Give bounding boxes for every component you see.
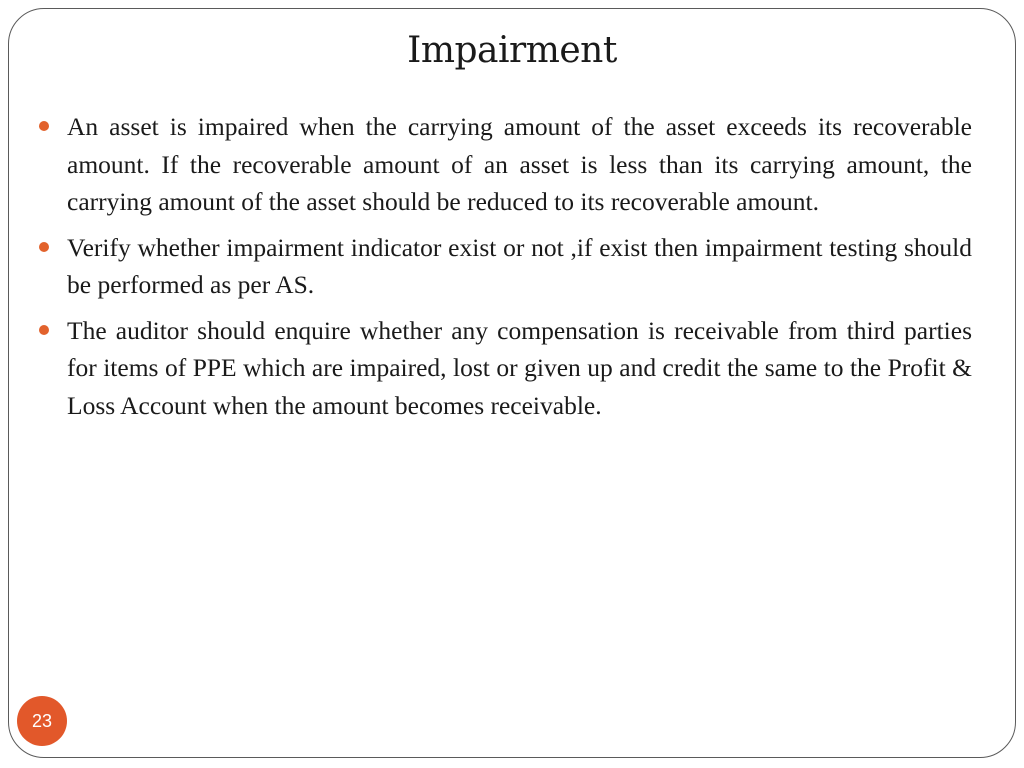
bullet-text: An asset is impaired when the carrying amount of the asset exceeds its recoverable amount. If the recoverable amount of an asset is less than its carrying amount, the carrying amount of the asset should be reduced to its recoverable amount.	[67, 112, 972, 216]
slide-title: Impairment	[407, 30, 617, 71]
bullet-item	[38, 312, 972, 425]
bullet-dot-icon	[39, 242, 49, 252]
bullet-item	[38, 108, 972, 221]
bullet-item	[38, 229, 972, 304]
page-number: 23	[31, 710, 53, 731]
bullet-text: The auditor should enquire whether any compensation is receivable from third parties for items of PPE which are impaired, lost or given up and credit the same to the Profit & Loss Account when the amount becomes receivable.	[67, 315, 972, 420]
bullet-dot-icon	[39, 121, 49, 131]
bullet-dot-icon	[39, 325, 49, 335]
bullet-text: Verify whether impairment indicator exist or not ,if exist then impairment testing should be performed as per AS.	[67, 232, 972, 299]
page-number-badge	[17, 696, 67, 746]
bullet-list	[38, 108, 972, 432]
